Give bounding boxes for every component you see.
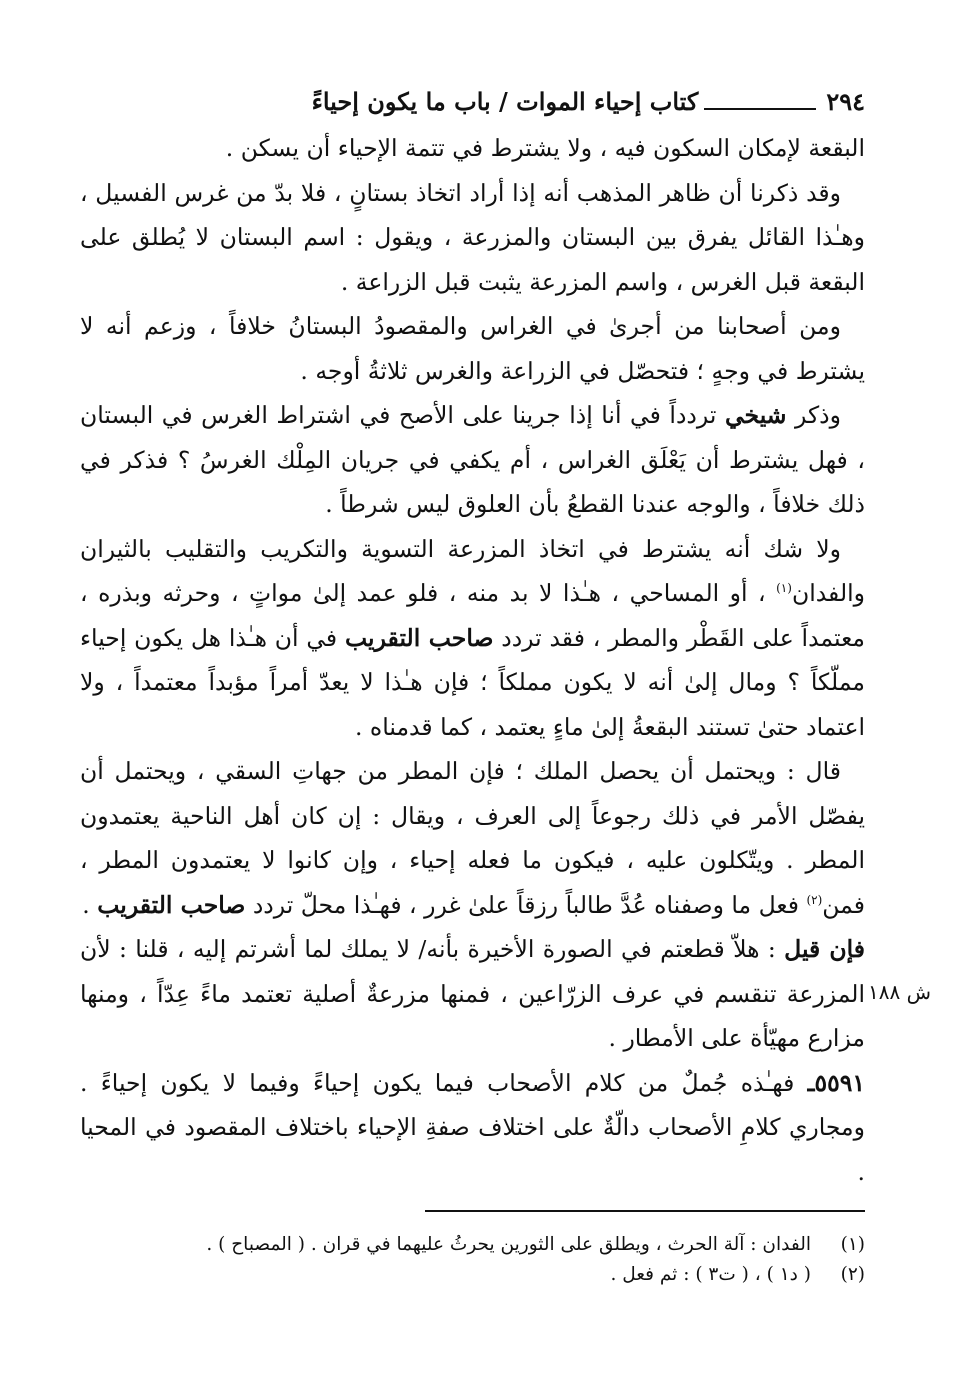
paragraph-6 [80,749,865,927]
paragraph-7-rest: : هلاّ قطعتم في الصورة الأخيرة بأنه/ لا يملك لما أشرتم إليه ، قلنا : لأن المزرعة تنقسم في عرف الزرّاعين ، فمنها مزرعةٌ أصلية تعتمد ماءً عِدّاً ، ومنها مزارع مهيّأة على الأمطار . [80,935,865,1052]
paragraph-3: ومن أصحابنا من أجرىٰ في الغراس والمقصودُ البستانُ خلافاً ، وزعم أنه لا يشترط في وجهٍ ؛ فتحصّل في الزراعة والغرس ثلاثةُ أوجه . [80,312,865,385]
footnote-ref-2: (٢) [806,892,823,907]
running-title: كتاب إحياء الموات / باب ما يكون إحياءً [311,87,699,116]
header-rule [704,108,816,110]
footnote-text: ( د١ ) ، ( ت٣ ) : ثم فعل . [610,1264,811,1285]
paragraph-4-start: وذكر [786,401,841,429]
paragraph-6-end: . [82,890,98,919]
margin-note: ش ١٨٨ [867,980,931,1004]
book-page [80,78,931,1328]
running-header [80,78,865,122]
footnote-1 [80,1230,865,1260]
footnote-ref-1: (١) [776,581,792,596]
footnotes [80,1230,865,1290]
numbered-paragraph [80,1061,865,1195]
item-number: ٥٥٩١ـ [807,1068,865,1097]
footnote-text: الفدان : آلة الحرث ، ويطلق على الثورين يحرثُ عليهما في قران . ( المصباح ) . [206,1234,811,1255]
paragraph-6-middle: فعل ما وصفناه عُدَّ طالباً رزقاً علىٰ غرر ، فهـٰذا محلّ تردد [245,890,807,919]
paragraph-5-middle: ، أو المساحي ، هـٰذا لا بد منه ، فلو عمد إلىٰ مواتٍ ، وحرثه وبذره ، معتمداً على القَطْر والمطر ، فقد تردد [80,579,866,652]
footnote-number: (٢) [840,1264,865,1285]
scholar-name: شيخي [724,401,787,429]
paragraph-1: البقعة لإمكان السكون فيه ، ولا يشترط في تتمة الإحياء أن يسكن . [225,134,865,162]
paragraph-8-text: فهـٰذه جُملٌ من كلام الأصحاب فيما يكون إحياءً وفيما لا يكون إحياءً . ومجاري كلامِ الأصحاب دالّةٌ على اختلاف صفةِ الإحياء باختلاف المقصود في المحيا . [80,1068,865,1186]
scholar-name: صاحب التقريب [344,623,494,652]
footnote-number: (١) [840,1234,865,1255]
paragraph-2: وقد ذكرنا أن ظاهر المذهب أنه إذا أراد اتخاذ بستانٍ ، فلا بدّ من غرس الفسيل ، وهـٰذا القائل يفرق بين البستان والمزرعة ، ويقول : اسم البستان لا يُطلق على البقعة قبل الغرس ، واسم المزرعة يثبت قبل الزراعة . [80,178,865,296]
paragraph-5 [80,527,865,750]
objection-marker: فإن قيل [784,935,865,963]
footnote-2 [80,1260,865,1290]
scholar-name: صاحب التقريب [97,890,246,919]
paragraph-6-start: قال : ويحتمل أن يحصل الملك ؛ فإن المطر من جهاتِ السقي ، ويحتمل أن يفصّل الأمر في ذلك رجوعاً إلى العرف ، ويقال : إن كان أهل الناحية يعتمدون المطر . ويتّكلون عليه ، فيكون ما فعله إحياء ، وإن كانوا لا يعتمدون المطر ، فمن [80,757,865,919]
paragraph-5-end: في أن هـٰذا هل يكون إحياء مملّكاً ؟ ومال إلىٰ أنه لا يكون مملكاً ؛ فإن هـٰذا لا يعدّ أمراً مؤبداً معتمداً ، ولا اعتماد حتىٰ تستند البقعةُ إلىٰ ماءٍ يعتمد ، كما قدمناه . [80,623,865,741]
page-number: ٢٩٤ [826,87,865,116]
main-text [80,126,865,1194]
paragraph-4 [80,393,865,527]
footnote-rule [425,1210,865,1212]
paragraph-7 [80,927,865,1061]
paragraph-4-rest: تردداً في أنا إذا جرينا على الأصح في اشتراط الغرس في البستان ، فهل يشترط أن يَعْلَق الغراس ، أم يكفي في جريان المِلْك الغرسُ ؟ فذكر في ذلك خلافاً ، والوجه عندنا القطعُ بأن العلوق ليس شرطاً . [80,401,865,518]
paragraph-5-start: ولا شك أنه يشترط في اتخاذ المزرعة التسوية والتكريب والتقليب بالثيران والفدان [80,534,865,607]
